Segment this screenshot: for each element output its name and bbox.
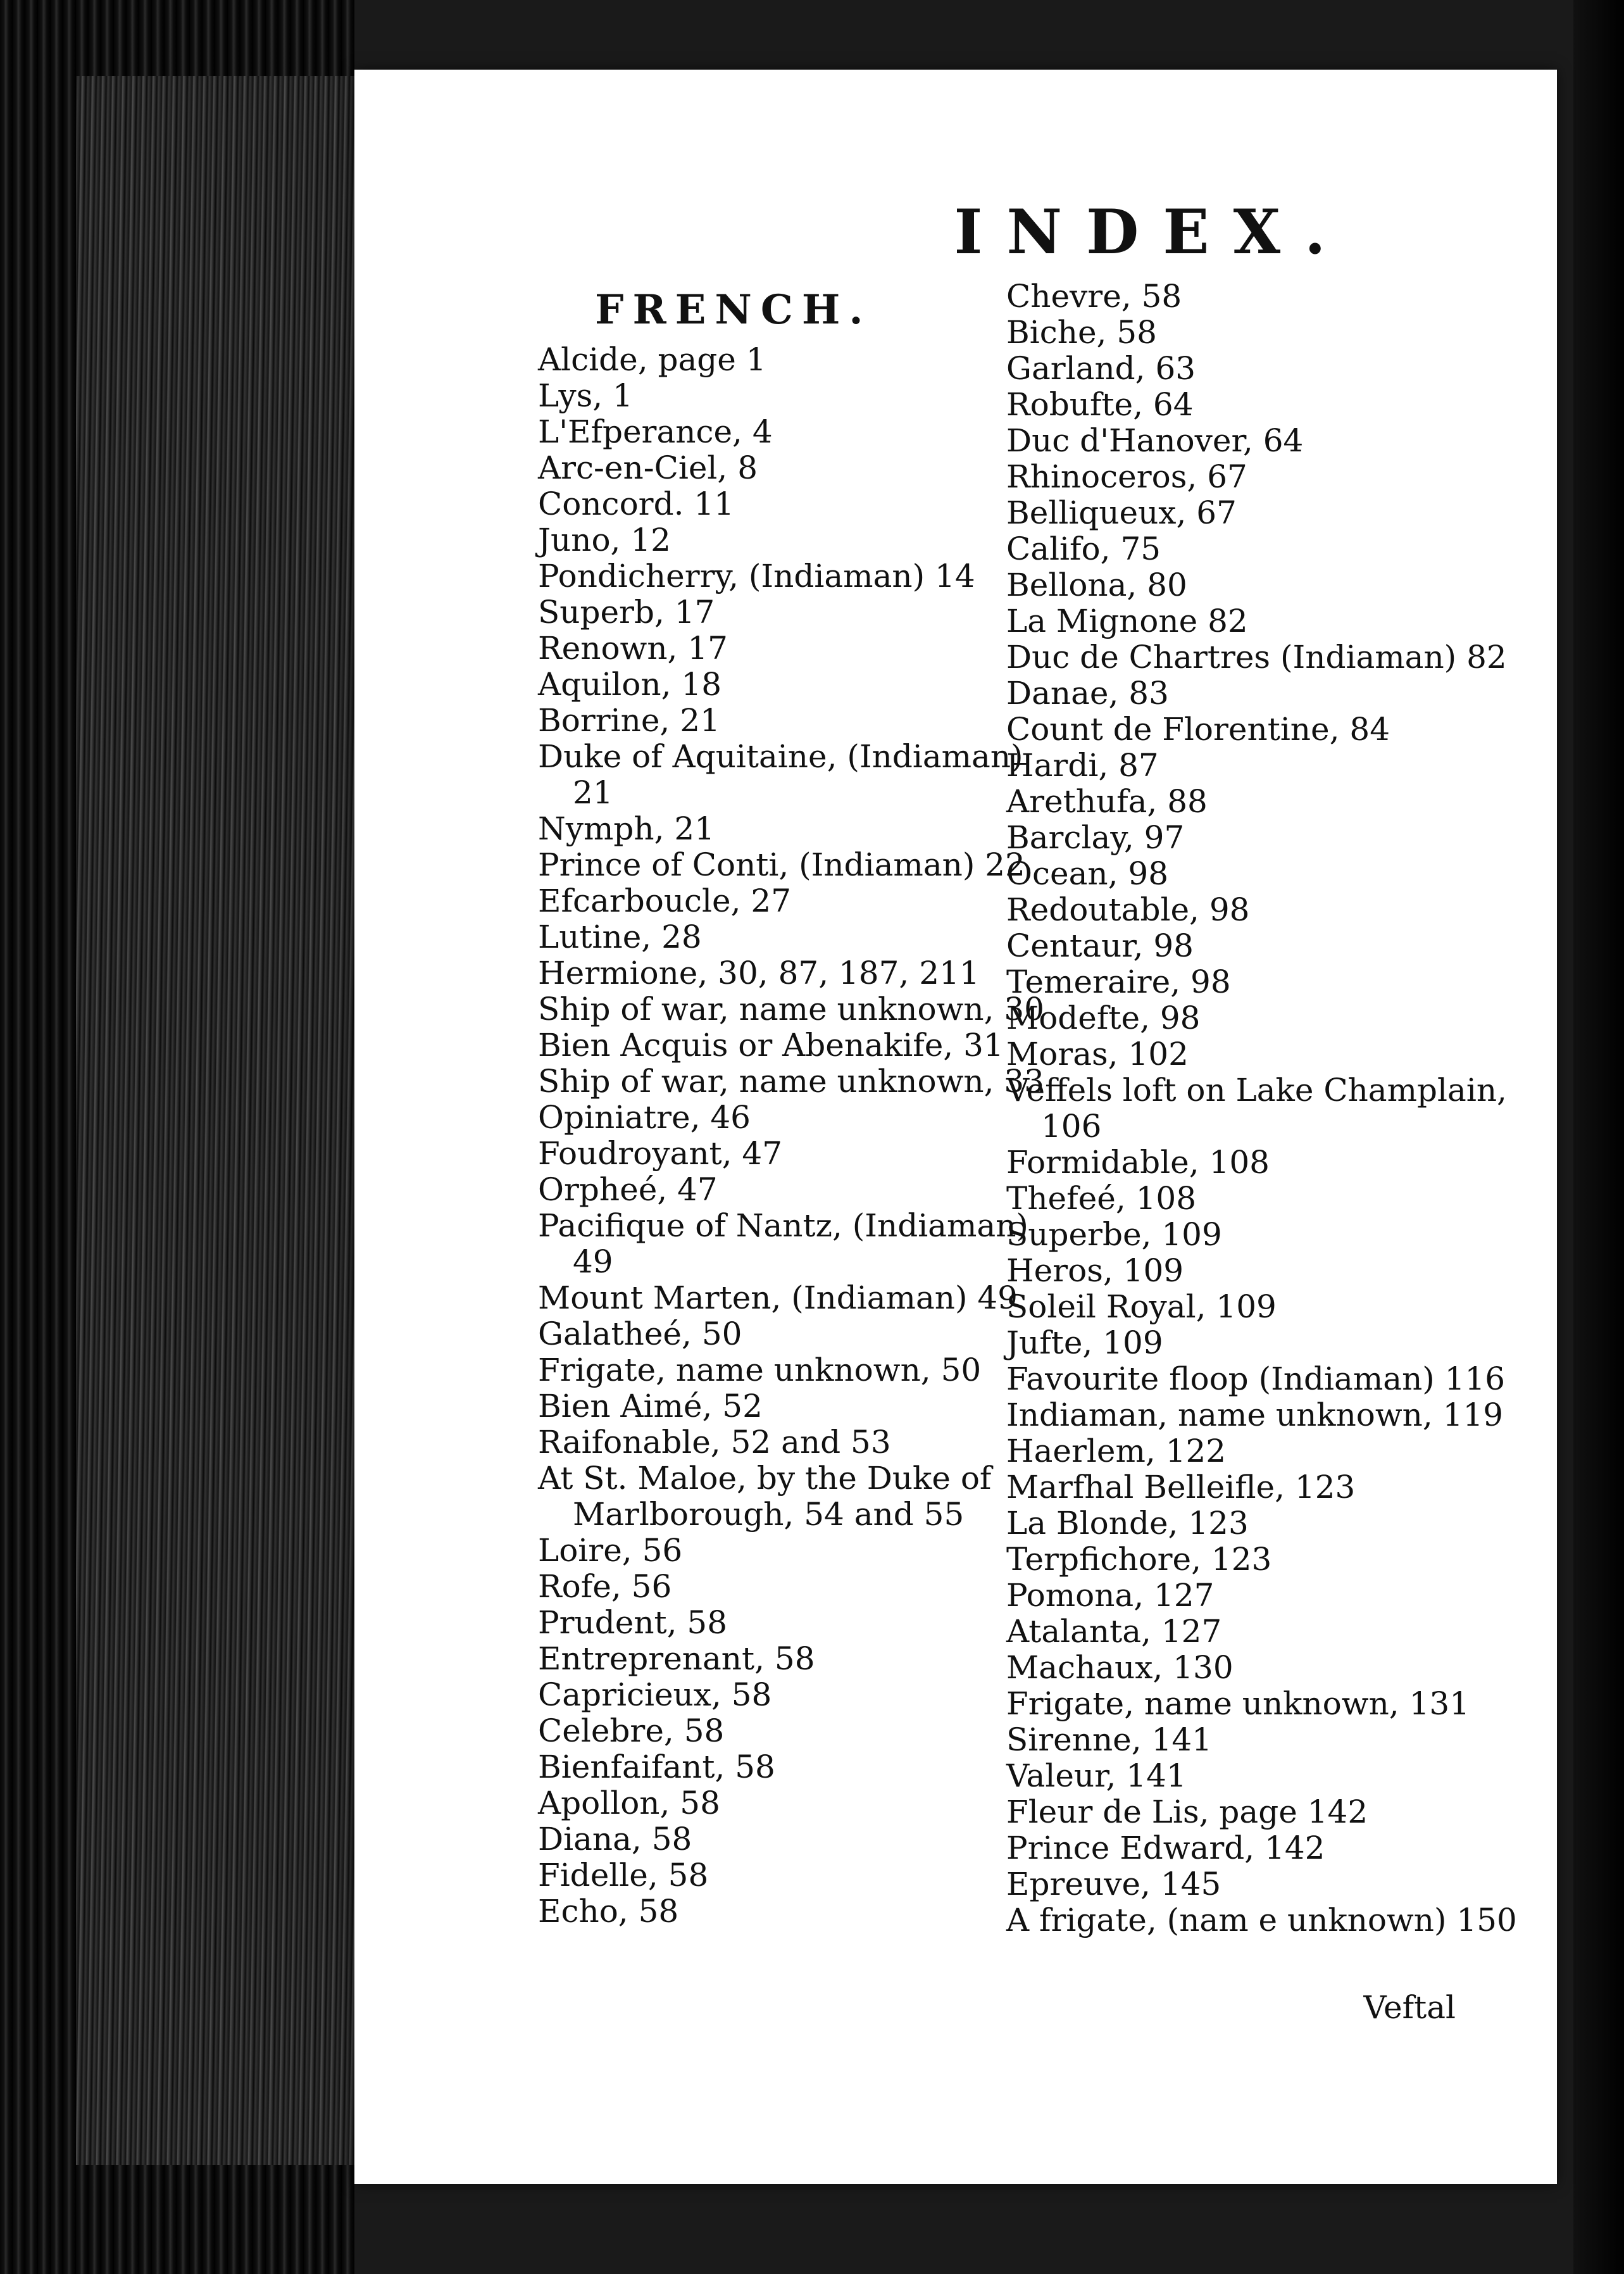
index-entry-text: Arethufa, 88 [1006,783,1208,820]
index-entry [538,631,1019,667]
index-entry [1006,603,1513,639]
index-entry-continuation: Marlborough, 54 and 55 [573,1496,965,1533]
index-entry-text: La Blonde, 123 [1006,1505,1249,1542]
index-entry-text: Renown, 17 [538,630,728,667]
index-entry-text: Bienfaifant, 58 [538,1749,775,1785]
index-entry-text: Veffels loft on Lake Champlain, [1006,1072,1507,1109]
index-entry-text: L'Efperance, 4 [538,413,773,450]
index-entry [1006,1505,1513,1542]
index-entry [1006,892,1513,928]
index-entry [1006,1578,1513,1614]
index-entry [1006,964,1513,1000]
index-entry [1006,1000,1513,1036]
index-entry [538,1713,1019,1749]
index-entry-text: Modefte, 98 [1006,1000,1201,1036]
index-entry [1006,1686,1513,1722]
index-entry [538,738,1023,811]
index-entry [1006,459,1513,495]
index-entry-text: Aquilon, 18 [538,666,722,703]
index-entry [1006,1433,1513,1469]
index-entry-text: Echo, 58 [538,1893,679,1930]
index-entry-text: Machaux, 130 [1006,1649,1234,1686]
index-entry [1006,1145,1513,1181]
index-entry-text: A frigate, (nam e unknown) 150 [1006,1902,1517,1938]
index-entry-text: Count de Florentine, 84 [1006,711,1390,748]
index-entry [538,1533,1019,1569]
page-edges [76,76,354,2165]
index-entry [1006,1289,1513,1325]
index-entry-text: Mount Marten, (Indiaman) 49 [538,1279,1018,1316]
index-entry [538,1641,1019,1677]
index-entry-text: Alcide, page 1 [538,341,766,378]
index-entry [538,1280,1019,1316]
index-entry-text: Heros, 109 [1006,1252,1184,1289]
index-entry [1006,1542,1513,1578]
index-entry [538,1136,1019,1172]
index-entry [1006,820,1513,856]
index-entry [538,811,1019,847]
index-entry-text: Lys, 1 [538,377,633,414]
index-entry-text: Concord. 11 [538,486,734,522]
index-entry [538,991,1044,1027]
index-entry [1006,1794,1513,1830]
index-entry [1006,1181,1513,1217]
index-entry-text: Pacifique of Nantz, (Indiaman) [538,1207,1028,1244]
index-entry [538,342,1019,378]
index-entry-text: Moras, 102 [1006,1036,1189,1072]
index-entry-text: Favourite floop (Indiaman) 116 [1006,1360,1506,1397]
index-entry-text: Prince of Conti, (Indiaman) 22 [538,846,1025,883]
index-entry-text: Diana, 58 [538,1821,692,1857]
index-entry-text: Arc-en-Ciel, 8 [538,449,758,486]
index-entry [538,1677,1019,1713]
index-entry-text: Pondicherry, (Indiaman) 14 [538,558,975,594]
index-entry-text: Formidable, 108 [1006,1144,1270,1181]
index-entry-text: Hermione, 30, 87, 187, 211 [538,955,980,991]
index-entry-text: Frigate, name unknown, 131 [1006,1685,1470,1722]
index-entry [1006,495,1513,531]
index-entry-text: Thefeé, 108 [1006,1180,1197,1217]
index-page [354,70,1557,2184]
index-entry-text: Orpheé, 47 [538,1171,718,1208]
index-entry [1006,1614,1513,1650]
index-entry-continuation: 21 [573,774,613,811]
index-entry [538,1605,1019,1641]
index-entry [538,414,1019,450]
section-heading: FRENCH. [595,286,872,334]
index-entry [538,1424,1019,1461]
index-entry-text: Ship of war, name unknown, 30 [538,991,1044,1027]
index-entry [538,955,1019,991]
index-entry-text: Centaur, 98 [1006,927,1194,964]
index-entry-text: Duc de Chartres (Indiaman) 82 [1006,639,1507,675]
index-entry [1006,1397,1513,1433]
index-entry-text: Robufte, 64 [1006,386,1194,423]
index-entry-text: Jufte, 109 [1006,1324,1163,1361]
index-entry [1006,856,1513,892]
index-entry [1006,712,1513,748]
index-entry-text: Apollon, 58 [538,1785,720,1821]
index-entry-continuation: 49 [573,1243,613,1280]
index-entry [1006,1902,1517,1938]
index-entry-text: Bellona, 80 [1006,567,1187,603]
index-entry [1006,315,1513,351]
facing-page-edge [1573,0,1624,2274]
index-entry [538,1388,1019,1424]
index-entry [1006,351,1513,387]
index-entry-text: Indiaman, name unknown, 119 [1006,1397,1504,1433]
index-entry [538,1785,1019,1821]
index-entry [538,1894,1019,1930]
index-entry-text: Califo, 75 [1006,531,1161,567]
index-entry [1006,1722,1513,1758]
index-entry-text: Temeraire, 98 [1006,964,1231,1000]
index-entry [538,846,1025,883]
index-entry [538,558,1019,594]
index-entry-text: Sirenne, 141 [1006,1721,1212,1758]
index-entry-text: Prince Edward, 142 [1006,1830,1325,1866]
index-entry [1006,1036,1513,1072]
index-entry-text: Terpfichore, 123 [1006,1541,1272,1578]
index-entry-text: Superbe, 109 [1006,1216,1222,1253]
index-entry-text: Frigate, name unknown, 50 [538,1352,982,1388]
index-entry-text: Duc d'Hanover, 64 [1006,422,1304,459]
index-entry-text: Garland, 63 [1006,350,1196,387]
left-entries [538,341,1044,1930]
index-entry [538,1027,1019,1064]
index-entry [538,1172,1019,1208]
index-entry-text: Redoutable, 98 [1006,891,1250,928]
index-entry [538,1316,1019,1352]
index-entry-text: Chevre, 58 [1006,278,1182,315]
index-entry-text: Capricieux, 58 [538,1676,772,1713]
index-entry [538,1352,1019,1388]
index-entry-text: Hardi, 87 [1006,747,1159,784]
right-column [1006,278,1517,1938]
index-entry-text: Celebre, 58 [538,1712,725,1749]
index-entry [538,1857,1019,1894]
index-entry-text: Barclay, 97 [1006,819,1185,856]
index-entry-text: Superb, 17 [538,594,715,631]
index-entry-text: Bien Acquis or Abenakife, 31 [538,1027,1004,1064]
index-entry-text: Foudroyant, 47 [538,1135,783,1172]
index-entry-text: Fidelle, 58 [538,1857,709,1894]
index-entry [1006,1866,1513,1902]
index-entry [1006,279,1513,315]
index-entry [538,594,1019,631]
index-entry-text: Opiniatre, 46 [538,1099,751,1136]
index-entry [1006,423,1513,459]
catchword: Veftal [1363,1989,1456,2026]
index-entry-text: Nymph, 21 [538,810,715,847]
index-entry-text: Ocean, 98 [1006,855,1169,892]
index-entry-text: Lutine, 28 [538,919,702,955]
index-entry [538,883,1019,919]
index-entry [538,522,1019,558]
index-entry-text: Marfhal Belleifle, 123 [1006,1469,1356,1505]
index-entry [538,667,1019,703]
index-entry [1006,1361,1513,1397]
index-entry-text: Efcarboucle, 27 [538,883,792,919]
index-entry-text: Borrine, 21 [538,702,720,739]
index-entry [1006,387,1513,423]
index-entry [1006,1758,1513,1794]
index-entry-continuation: 106 [1041,1108,1102,1145]
right-entries [1006,278,1517,1938]
index-entry [1006,784,1513,820]
index-entry [538,450,1019,486]
index-entry-text: Duke of Aquitaine, (Indiaman) [538,738,1023,775]
index-entry [538,486,1019,522]
index-entry-text: Juno, 12 [538,522,671,558]
index-entry [538,1569,1019,1605]
index-entry-text: Belliqueux, 67 [1006,494,1237,531]
index-entry [1006,1072,1513,1145]
index-entry [538,919,1019,955]
index-entry [538,1749,1019,1785]
index-entry [1006,531,1513,567]
index-entry-text: Entreprenant, 58 [538,1640,815,1677]
index-entry [1006,1217,1513,1253]
index-entry-text: Fleur de Lis, page 142 [1006,1793,1368,1830]
index-entry [1006,1469,1513,1505]
index-entry-text: At St. Maloe, by the Duke of [538,1460,992,1497]
index-entry [1006,1650,1513,1686]
index-entry [1006,639,1513,675]
index-entry [1006,1325,1513,1361]
index-entry [1006,928,1513,964]
index-entry-text: Valeur, 141 [1006,1757,1187,1794]
index-entry-text: Pomona, 127 [1006,1577,1215,1614]
index-entry [538,1821,1019,1857]
index-entry [1006,748,1513,784]
index-entry-text: Rhinoceros, 67 [1006,458,1247,495]
index-entry-text: Raifonable, 52 and 53 [538,1424,891,1461]
index-entry-text: Loire, 56 [538,1532,683,1569]
index-entry-text: Galatheé, 50 [538,1316,742,1352]
index-entry-text: Bien Aimé, 52 [538,1388,763,1424]
index-entry-text: Danae, 83 [1006,675,1169,712]
index-entry [1006,675,1513,712]
index-entry [538,703,1019,739]
index-entry [1006,1253,1513,1289]
index-entry [538,378,1019,414]
index-entry [1006,567,1513,603]
index-entry-text: Ship of war, name unknown, 33 [538,1063,1044,1100]
index-entry-text: Epreuve, 145 [1006,1866,1221,1902]
index-entry [538,1100,1019,1136]
index-entry [538,1063,1044,1100]
index-entry-text: Rofe, 56 [538,1568,672,1605]
index-entry-text: Biche, 58 [1006,314,1157,351]
index-entry [538,1461,1019,1533]
page-title: INDEX. [954,196,1350,268]
index-entry [538,1207,1028,1280]
index-entry-text: Haerlem, 122 [1006,1433,1227,1469]
index-entry [1006,1830,1513,1866]
left-column [538,279,1044,1930]
index-entry-text: La Mignone 82 [1006,603,1248,639]
index-entry-text: Prudent, 58 [538,1604,728,1641]
index-entry-text: Atalanta, 127 [1006,1613,1222,1650]
index-entry-text: Soleil Royal, 109 [1006,1288,1277,1325]
